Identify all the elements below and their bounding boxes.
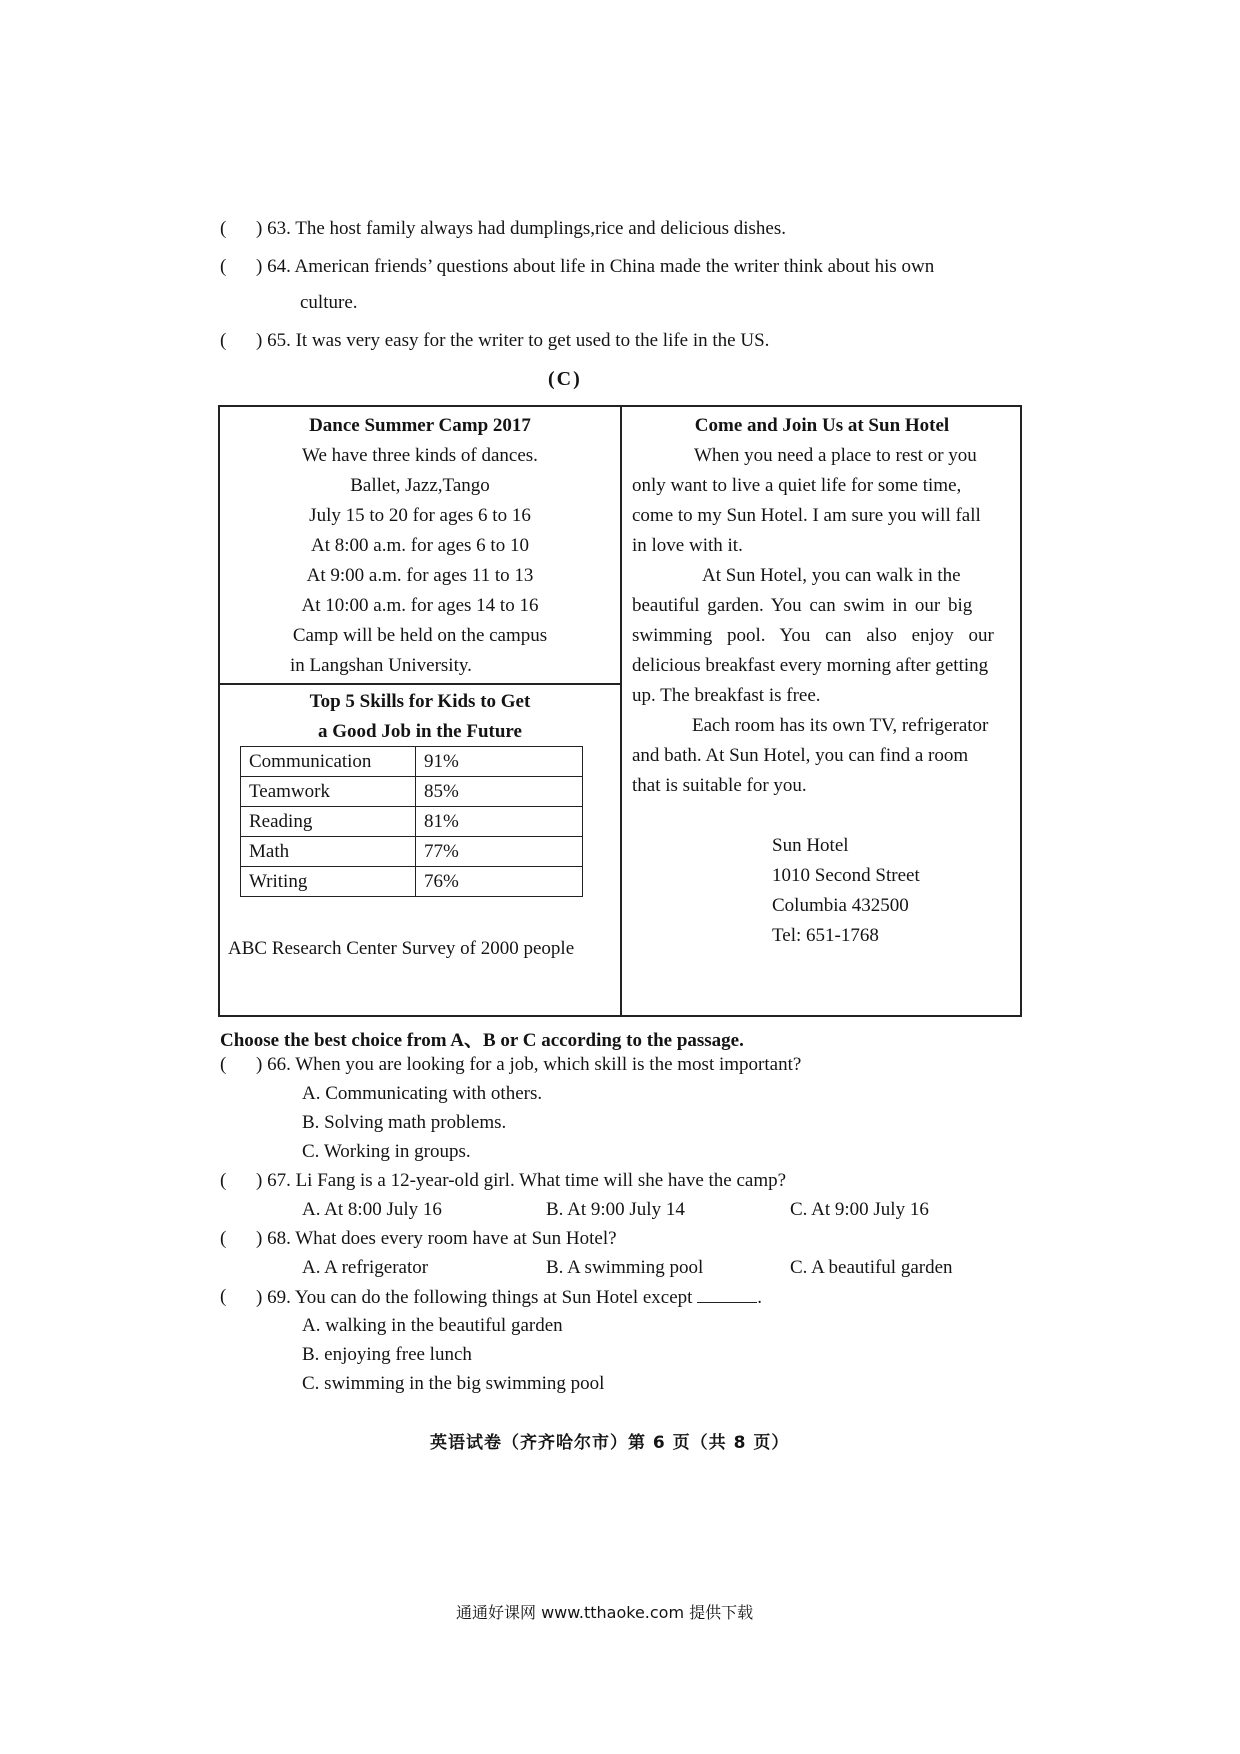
question-text: ) 65. It was very easy for the writer to get used to the life in the US. bbox=[256, 330, 770, 351]
hotel-phone: Tel: 651-1768 bbox=[772, 925, 879, 946]
table-row bbox=[241, 867, 583, 897]
skills-title-line2: a Good Job in the Future bbox=[318, 721, 522, 742]
answer-paren: ( bbox=[220, 1228, 227, 1249]
question-stem-end: . bbox=[757, 1287, 762, 1308]
hotel-panel bbox=[622, 407, 1022, 1015]
hotel-line: and bath. At Sun Hotel, you can find a room bbox=[632, 745, 969, 766]
hotel-line: Each room has its own TV, refrigerator bbox=[692, 715, 989, 736]
skill-cell: Communication bbox=[241, 747, 416, 777]
answer-paren: ( bbox=[220, 330, 227, 351]
hotel-line: beautiful garden. You can swim in our big bbox=[632, 595, 973, 616]
percent-cell: 81% bbox=[416, 807, 583, 837]
option-c: C. Working in groups. bbox=[302, 1141, 471, 1162]
dance-camp-line: We have three kinds of dances. bbox=[302, 445, 538, 466]
answer-paren: ( bbox=[220, 218, 227, 239]
answer-paren: ( bbox=[220, 1170, 227, 1191]
question-stem: ) 66. When you are looking for a job, which skill is the most important? bbox=[256, 1054, 802, 1075]
watermark-text: 通通好课网 www.tthaoke.com 提供下载 bbox=[456, 1603, 754, 1622]
hotel-line: swimming pool. You can also enjoy our bbox=[632, 625, 994, 646]
option-b: B. enjoying free lunch bbox=[302, 1344, 472, 1365]
skill-cell: Writing bbox=[241, 867, 416, 897]
question-text-continued: culture. bbox=[300, 292, 358, 313]
skill-cell: Math bbox=[241, 837, 416, 867]
hotel-line: delicious breakfast every morning after getting bbox=[632, 655, 989, 676]
dance-camp-line: Camp will be held on the campus bbox=[292, 625, 548, 646]
percent-cell: 91% bbox=[416, 747, 583, 777]
skill-cell: Teamwork bbox=[241, 777, 416, 807]
option-c: C. At 9:00 July 16 bbox=[790, 1199, 929, 1220]
dance-camp-panel bbox=[220, 407, 620, 683]
hotel-line: At Sun Hotel, you can walk in the bbox=[702, 565, 961, 586]
answer-paren: ( bbox=[220, 1286, 227, 1307]
hotel-line: When you need a place to rest or you bbox=[694, 445, 977, 466]
question-stem: ) 68. What does every room have at Sun Hotel? bbox=[256, 1228, 617, 1249]
hotel-line: up. The breakfast is free. bbox=[632, 685, 821, 706]
option-c: C. A beautiful garden bbox=[790, 1257, 953, 1278]
option-a: A. walking in the beautiful garden bbox=[302, 1315, 563, 1336]
skill-cell: Reading bbox=[241, 807, 416, 837]
percent-cell: 77% bbox=[416, 837, 583, 867]
option-a: A. A refrigerator bbox=[302, 1257, 429, 1278]
question-stem-group bbox=[256, 1286, 762, 1309]
answer-paren: ( bbox=[220, 256, 227, 277]
hotel-address-street: 1010 Second Street bbox=[772, 865, 920, 886]
skills-table bbox=[240, 746, 583, 897]
hotel-title: Come and Join Us at Sun Hotel bbox=[694, 415, 950, 436]
page-footer: 英语试卷（齐齐哈尔市）第 6 页（共 8 页） bbox=[430, 1433, 790, 1453]
passage-box bbox=[218, 405, 1022, 1017]
dance-camp-line: in Langshan University. bbox=[290, 655, 472, 676]
option-a: A. Communicating with others. bbox=[302, 1083, 543, 1104]
skills-title: Top 5 Skills for Kids to Get bbox=[309, 691, 531, 712]
section-label: (C) bbox=[548, 368, 582, 390]
answer-blank bbox=[697, 1286, 757, 1303]
option-c: C. swimming in the big swimming pool bbox=[302, 1373, 605, 1394]
dance-camp-line: At 10:00 a.m. for ages 14 to 16 bbox=[301, 595, 539, 616]
dance-camp-line: At 9:00 a.m. for ages 11 to 13 bbox=[306, 565, 534, 586]
instruction: Choose the best choice from A、B or C according to the passage. bbox=[220, 1030, 744, 1051]
survey-source: ABC Research Center Survey of 2000 people bbox=[228, 938, 575, 959]
option-b: B. A swimming pool bbox=[546, 1257, 704, 1278]
dance-camp-line: At 8:00 a.m. for ages 6 to 10 bbox=[311, 535, 529, 556]
table-row bbox=[241, 747, 583, 777]
question-text: ) 64. American friends’ questions about life in China made the writer think about his own bbox=[256, 256, 935, 277]
percent-cell: 76% bbox=[416, 867, 583, 897]
question-stem: ) 67. Li Fang is a 12-year-old girl. What time will she have the camp? bbox=[256, 1170, 787, 1191]
hotel-address-name: Sun Hotel bbox=[772, 835, 849, 856]
table-row bbox=[241, 807, 583, 837]
dance-camp-title: Dance Summer Camp 2017 bbox=[309, 415, 531, 436]
hotel-address-city: Columbia 432500 bbox=[772, 895, 909, 916]
hotel-line: in love with it. bbox=[632, 535, 743, 556]
option-b: B. At 9:00 July 14 bbox=[546, 1199, 685, 1220]
hotel-line: only want to live a quiet life for some time, bbox=[632, 475, 962, 496]
option-b: B. Solving math problems. bbox=[302, 1112, 507, 1133]
question-stem: ) 69. You can do the following things at Sun Hotel except bbox=[256, 1287, 693, 1308]
question-text: ) 63. The host family always had dumplings,rice and delicious dishes. bbox=[256, 218, 786, 239]
percent-cell: 85% bbox=[416, 777, 583, 807]
table-row bbox=[241, 837, 583, 867]
table-row bbox=[241, 777, 583, 807]
answer-paren: ( bbox=[220, 1054, 227, 1075]
option-a: A. At 8:00 July 16 bbox=[302, 1199, 442, 1220]
hotel-line: come to my Sun Hotel. I am sure you will fall bbox=[632, 505, 981, 526]
dance-camp-line: Ballet, Jazz,Tango bbox=[350, 475, 490, 496]
dance-camp-line: July 15 to 20 for ages 6 to 16 bbox=[309, 505, 531, 526]
hotel-line: that is suitable for you. bbox=[632, 775, 807, 796]
